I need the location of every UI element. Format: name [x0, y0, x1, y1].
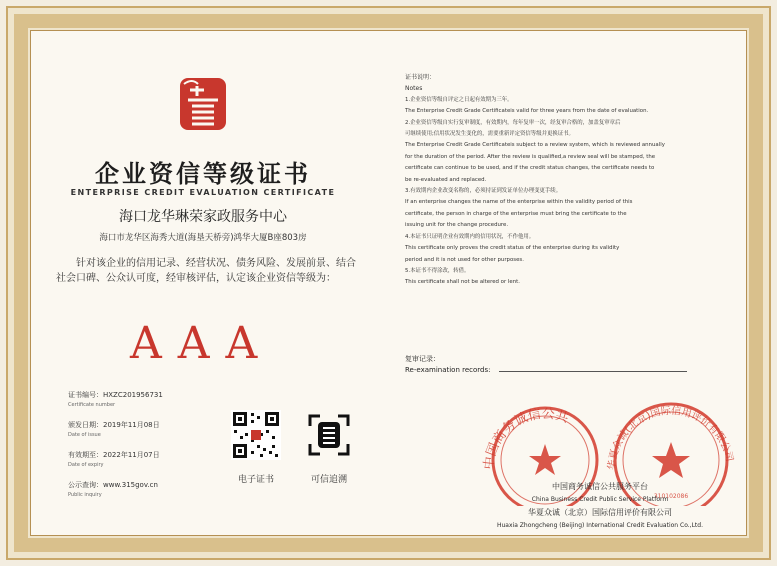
note-line: be re-evaluated and replaced. — [405, 176, 487, 183]
cert-number-label: 证书编号： — [68, 391, 103, 399]
note-line: certificate, the person in charge of the enterprise must bring the certificate to the — [405, 210, 627, 217]
trace-label: 可信追溯 — [310, 475, 347, 485]
expiry-date: 2022年11月07日 — [103, 451, 160, 459]
note-line: This certificate only proves the credit status of the enterprise during its validity — [405, 245, 620, 252]
issuer-name-en: Huaxia Zhongcheng (Beijing) International Credit Evaluation Co.,Ltd. — [496, 522, 703, 529]
note-line: 1.企业资信等级自评定之日起有效期为三年。 — [405, 96, 513, 103]
public-query-url[interactable]: www.315gov.cn — [103, 481, 158, 489]
company-address: 海口市龙华区海秀大道(海垦天桥旁)鸿华大厦B座803房 — [99, 233, 307, 243]
cert-number-en: Certificate number — [68, 402, 116, 408]
certificate-right-panel — [405, 38, 745, 528]
note-line: 3.有效期内企业改变名称的，必须持证到发证单位办理变更手续。 — [405, 188, 562, 195]
notes-heading-en: Notes — [405, 85, 423, 93]
platform-name-en: China Business Credit Public Service Platform — [531, 496, 669, 503]
note-line: certificate can continue to be used, and if the credit status changes, the certificate needs to — [405, 165, 655, 172]
certificate-title-en: ENTERPRISE CREDIT EVALUATION CERTIFICATE — [70, 188, 336, 197]
note-line: The Enterprise Credit Grade Certificateis valid for three years from the date of evaluation. — [405, 108, 649, 115]
certificate-left-panel — [38, 38, 368, 528]
note-line: 2.企业资信等级自实行复审制度，有效期内，每年复审一次，经复审合格的，加盖复审章后 — [405, 119, 621, 126]
certificate-title: 企业资信等级证书 — [95, 159, 311, 188]
reexam-records — [405, 354, 687, 374]
note-line: period and it is not used for other purposes. — [405, 256, 524, 263]
issue-date-en: Date of issue — [68, 432, 101, 438]
cert-number: HXZC201956731 — [103, 391, 163, 399]
cert-number-block — [68, 390, 163, 408]
note-line: for the duration of the period. After the review is qualified,a review seal will be stamped, the — [405, 153, 656, 160]
note-line: 可继续使用;信用状况发生变化的，需要重新评定资信等级并更换证书。 — [405, 131, 574, 138]
issue-date: 2019年11月08日 — [103, 421, 160, 429]
right-seal-code: 310102086 — [653, 493, 689, 500]
issuer-name-cn: 华夏众诚（北京）国际信用评价有限公司 — [528, 508, 672, 517]
certificate-notes — [405, 72, 745, 289]
credit-grade: AAA — [130, 318, 274, 369]
reexam-label-cn: 复审记录： — [405, 355, 440, 363]
public-query-block — [68, 480, 158, 498]
expiry-date-en: Date of expiry — [68, 462, 104, 468]
note-line: If an enterprise changes the name of the enterprise within the validity period of this — [405, 199, 633, 206]
expiry-date-block — [68, 450, 160, 468]
svg-text:中国商务诚信公共 — [481, 406, 571, 471]
public-query-en: Public inquiry — [68, 492, 102, 498]
electronic-cert-qr-code[interactable] — [231, 410, 281, 460]
reexam-signature-line — [499, 364, 687, 372]
note-line: issuing unit for the change procedure. — [405, 222, 509, 229]
public-query-label: 公示查询： — [68, 481, 103, 489]
note-line: The Enterprise Credit Grade Certificateis subject to a review system, which is reviewed annually — [405, 142, 665, 149]
platform-name-cn: 中国商务诚信公共服务平台 — [552, 482, 648, 491]
company-name: 海口龙华琳荣家政服务中心 — [119, 209, 287, 225]
right-seal-arc-text: 华夏众诚(北京)国际信用评价有限公司 — [606, 405, 735, 471]
xin-trace-icon[interactable] — [304, 410, 354, 460]
notes-heading-cn: 证书说明： — [405, 74, 436, 81]
issue-date-label: 颁发日期： — [68, 421, 103, 429]
certificate-body-text: 针对该企业的信用记录、经营状况、债务风险、发展前景、结合社会口碑、公众认可度，经审核评估，认定该企业资信等级为： — [56, 258, 356, 284]
expiry-date-label: 有效期至： — [68, 451, 103, 459]
note-line: 5.本证书不得涂改，转借。 — [405, 267, 470, 274]
issuer-block — [455, 480, 745, 532]
issue-date-block — [68, 420, 160, 438]
xin-seal-logo-icon — [176, 74, 230, 134]
electronic-cert-label: 电子证书 — [237, 475, 274, 485]
note-line: This certificate shall not be altered or lent. — [405, 279, 520, 286]
reexam-label-en: Re-examination records: — [405, 366, 491, 374]
note-line: 4.本证书只证明企业有效期内的信用状况，不作他用。 — [405, 233, 535, 240]
left-seal-arc-text: 中国商务诚信公共 — [481, 406, 571, 471]
